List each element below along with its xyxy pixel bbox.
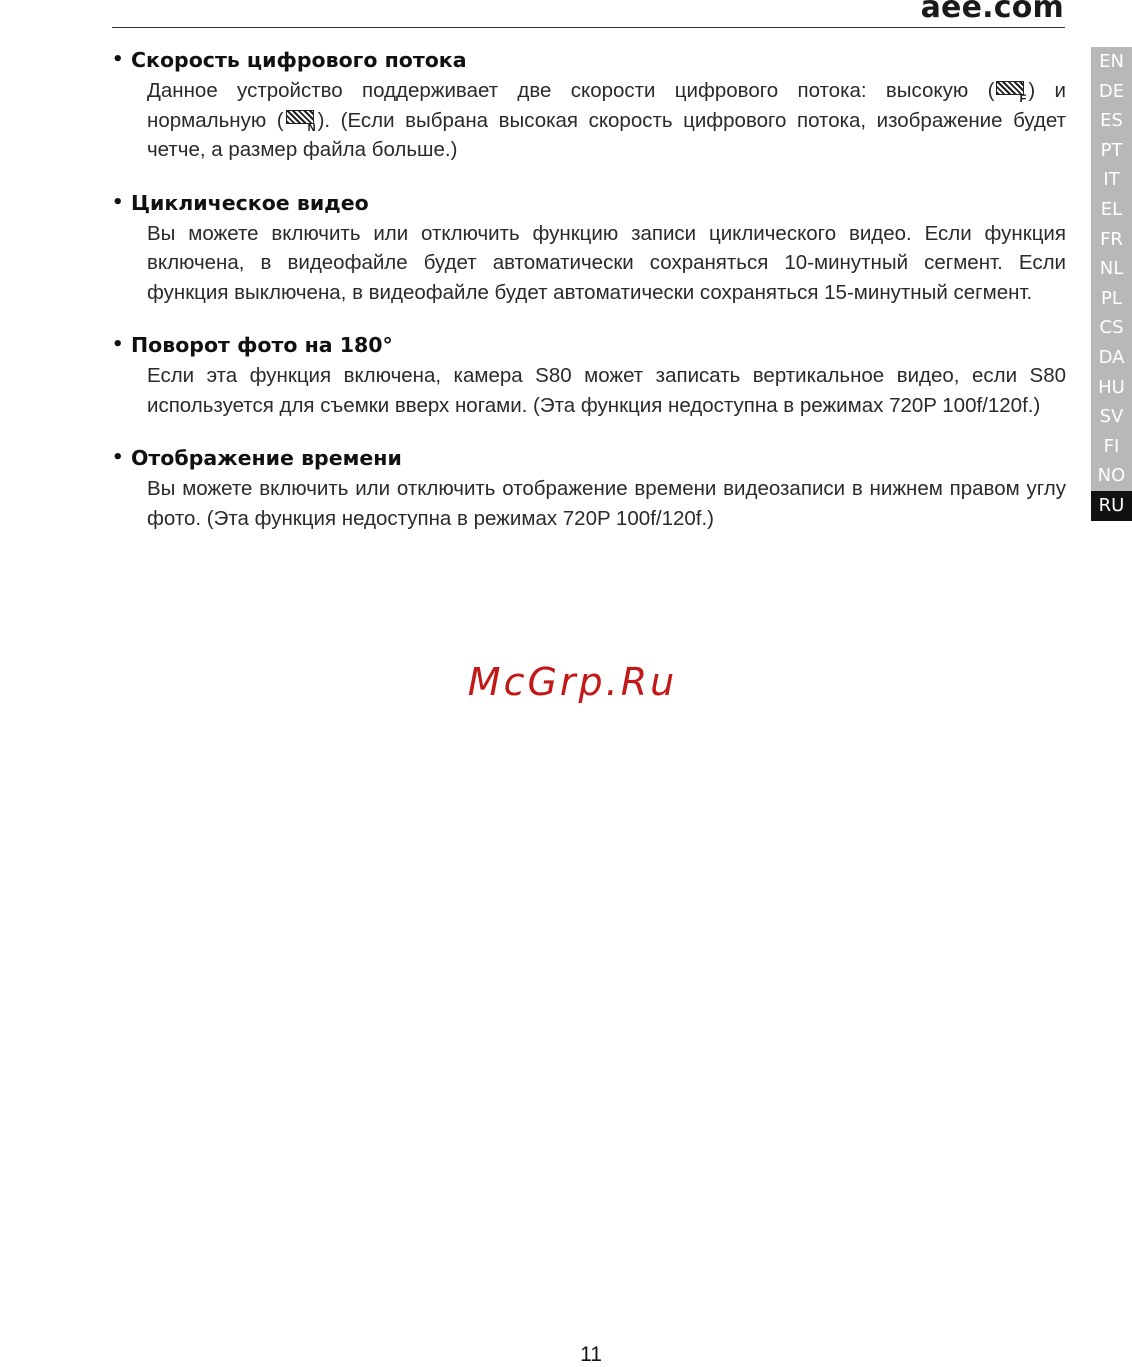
section-rotate — [112, 329, 1066, 420]
language-tab-el[interactable]: EL — [1091, 195, 1132, 225]
section-title-text: Отображение времени — [131, 446, 402, 470]
section-text: Вы можете включить или отключить отображение времени видеозаписи в нижнем правом углу фото. (Эта функция недоступна в режимах 720P 100f/120f.) — [147, 477, 1066, 530]
section-bitrate — [112, 44, 1066, 165]
section-time-display — [112, 442, 1066, 533]
language-tab-en[interactable]: EN — [1091, 47, 1132, 77]
bitrate-high-icon — [996, 79, 1026, 105]
section-title — [112, 187, 1066, 219]
language-tab-cs[interactable]: CS — [1091, 313, 1132, 343]
section-title-text: Скорость цифрового потока — [131, 48, 467, 72]
language-tab-pl[interactable]: PL — [1091, 284, 1132, 314]
bullet: • — [112, 447, 124, 468]
watermark: McGrp.Ru — [467, 660, 678, 704]
language-tab-nl[interactable]: NL — [1091, 254, 1132, 284]
language-tab-pt[interactable]: PT — [1091, 136, 1132, 166]
page-number: 11 — [580, 1343, 602, 1366]
section-loop-video — [112, 187, 1066, 308]
bitrate-normal-icon — [286, 108, 316, 134]
bullet: • — [112, 49, 124, 70]
language-tab-sv[interactable]: SV — [1091, 402, 1132, 432]
icon-letter: F — [1019, 92, 1027, 105]
section-title-text: Циклическое видео — [131, 190, 369, 215]
icon-letter: N — [307, 122, 316, 135]
main-content — [112, 44, 1066, 555]
section-title — [112, 329, 1066, 361]
language-tab-fr[interactable]: FR — [1091, 225, 1132, 255]
language-tab-it[interactable]: IT — [1091, 165, 1132, 195]
language-tab-es[interactable]: ES — [1091, 106, 1132, 136]
bullet: • — [112, 191, 124, 213]
language-tab-da[interactable]: DA — [1091, 343, 1132, 373]
language-tab-fi[interactable]: FI — [1091, 432, 1132, 462]
bullet: • — [112, 334, 124, 355]
section-title — [112, 442, 1066, 474]
brand-logo: aee.com — [920, 0, 1064, 25]
section-text — [147, 76, 1066, 165]
language-tab-hu[interactable]: HU — [1091, 373, 1132, 403]
text-segment: ) и нормальную ( — [147, 79, 1067, 132]
language-tab-no[interactable]: NO — [1091, 461, 1132, 491]
section-text: Вы можете включить или отключить функцию записи циклического видео. Если функция включена, в видеофайле будет автоматически сохраняться 10-минутный сегмент. Если функция выключена, в видеофайле будет автоматически сохраняться 15-минутный сегмент. — [147, 221, 1066, 304]
language-tabs — [1091, 47, 1132, 521]
language-tab-ru[interactable]: RU — [1091, 491, 1132, 521]
text-segment: ). (Если выбрана высокая скорость цифрового потока, изображение будет четче, а размер файла больше.) — [147, 108, 1066, 161]
section-title — [112, 44, 1066, 76]
text-segment: Данное устройство поддерживает две скорости цифрового потока: высокую ( — [147, 79, 995, 102]
section-title-text: Поворот фото на 180° — [131, 333, 393, 357]
section-text: Если эта функция включена, камера S80 может записать вертикальное видео, если S80 используется для съемки вверх ногами. (Эта функция недоступна в режимах 720P 100f/120f.) — [147, 364, 1066, 417]
language-tab-de[interactable]: DE — [1091, 77, 1132, 107]
header-rule — [112, 27, 1065, 28]
